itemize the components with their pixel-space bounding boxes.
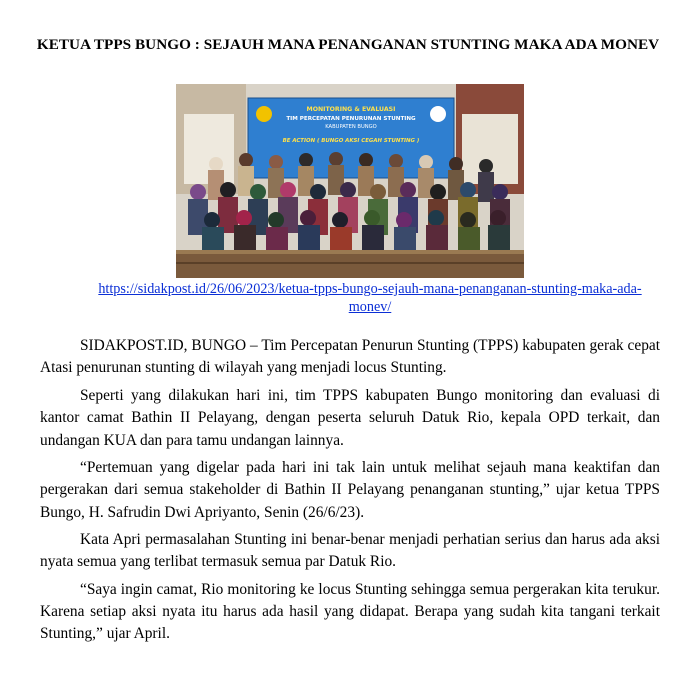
paragraph-5: “Saya ingin camat, Rio monitoring ke locus Stunting sehingga semua pergerakan kita terukur. Karena setiap aksi nyata itu harus ada hasil yang didapat. Berapa yang sudah kita tangani terkait Stunting,” ujar April. <box>40 580 660 643</box>
source-url-link[interactable] <box>80 280 660 316</box>
source-url-text: https://sidakpost.id/26/06/2023/ketua-tpps-bungo-sejauh-mana-penanganan-stunting-maka-ada-monev/ <box>98 281 642 315</box>
paragraph-2: Seperti yang dilakukan hari ini, tim TPPS kabupaten Bungo monitoring dan evaluasi di kantor camat Bathin II Pelayang, dengan peserta seluruh Datuk Rio, kepala OPD terkait, dan undangan KUA dan para tamu undangan lainnya. <box>40 386 660 449</box>
banner-line-2: TIM PERCEPATAN PENURUNAN STUNTING <box>286 116 416 122</box>
paragraph-3: “Pertemuan yang digelar pada hari ini tak lain untuk melihat sejauh mana keaktifan dan pergerakan dari semua stakeholder di Bathin II Pelayang penanganan stunting,” ujar ketua TPPS Bungo, H. Safrudin Dwi Apriyanto, Senin (26/6/23). <box>40 458 660 521</box>
article-body <box>40 335 660 651</box>
banner-line-1: MONITORING & EVALUASI <box>306 106 396 113</box>
article-title: KETUA TPPS BUNGO : SEJAUH MANA PENANGANAN STUNTING MAKA ADA MONEV <box>36 36 660 53</box>
paragraph-1: SIDAKPOST.ID, BUNGO – Tim Percepatan Penurun Stunting (TPPS) kabupaten gerak cepat Atasi penurunan stunting di wilayah yang menjadi locus Stunting. <box>40 337 660 377</box>
paragraph-4: Kata Apri permasalahan Stunting ini benar-benar menjadi perhatian serius dan harus ada aksi nyata semua yang terlibat termasuk semua par Datuk Rio. <box>40 530 660 571</box>
banner-line-3: KABUPATEN BUNGO <box>325 124 377 130</box>
event-group-photo <box>176 84 524 278</box>
banner-line-4: BE ACTION ( BUNGO AKSI CEGAH STUNTING ) <box>282 138 420 144</box>
